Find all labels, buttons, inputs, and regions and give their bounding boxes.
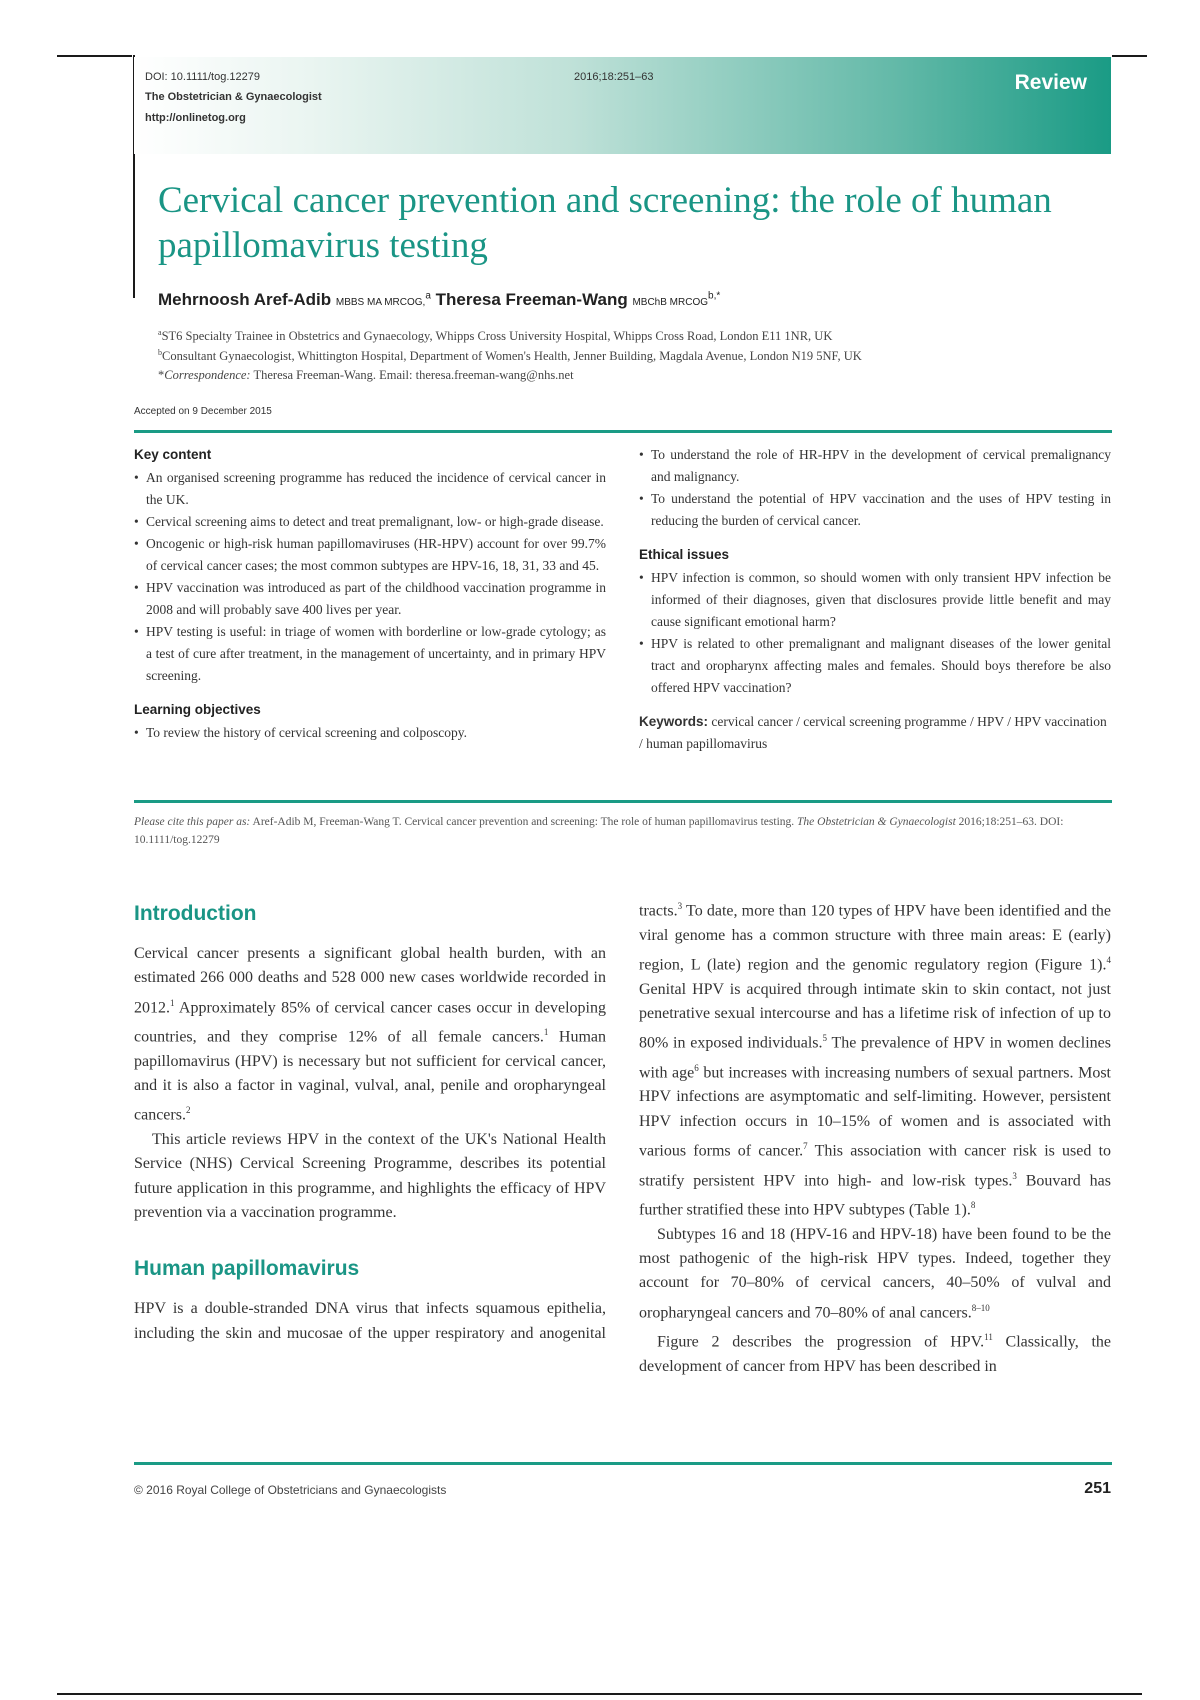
citation-text: Aref-Adib M, Freeman-Wang T. Cervical cancer prevention and screening: The role of human papillomavirus testing. — [252, 816, 795, 828]
citation-ref: 8–10 — [971, 1302, 990, 1313]
paragraph: Subtypes 16 and 18 (HPV-16 and HPV-18) have been found to be the most pathogenic of the high-risk HPV types. Indeed, together they account for 70–80% of cervical cancers, 40–50% of vulval and oropharyngeal cancers and 70–80% of anal cancers.$^{8-10}$ — [639, 1225, 1111, 1322]
list-item: • To review the history of cervical screening and colposcopy. — [134, 722, 606, 744]
paragraph: Figure 2 describes the progression of HPV.$^{11}$ Classically, the development of cancer from HPV has been described in — [639, 1332, 1112, 1375]
key-content-heading: Key content — [134, 447, 212, 462]
keywords — [639, 711, 1111, 755]
correspondence-text[interactable]: Theresa Freeman-Wang. Email: theresa.freeman-wang@nhs.net — [253, 368, 574, 382]
section-heading-introduction: Introduction — [134, 902, 257, 925]
list-item: • HPV infection is common, so should women with only transient HPV infection be informed of their diagnoses, given that disclosures provide little benefit and may cause significant emotional harm? — [639, 567, 1111, 633]
paragraph-continued: tracts.$^3$ To date, more than 120 types of HPV have been identified and the viral genome has a common structure with three main areas: E (early) region, L (late) region and the genomic regulatory region (Figure 1).$^4$ Genital HPV is acquired through intimate skin to skin contact, not just penetrative sexual intercourse and has a lifetime risk of infection of up to 80% in exposed individuals.$^5$ The prevalence of HPV in women declines with age$^6$ but increases with increasing numbers of sexual partners. Most HPV infections are asymptomatic and self-limiting. However, persistent HPV infection occurs in 10–15% of women and is associated with various forms of cancer.$^7$ This association with cancer risk is used to stratify persistent HPV into high- and low-risk types.$^3$ Bouvard has further stratified these into HPV subtypes (Table 1).$^8$ — [639, 901, 1112, 1219]
crop-mark-top-left — [57, 55, 132, 57]
citation-ref: 7 — [803, 1140, 808, 1151]
author-superscript: a — [425, 290, 431, 302]
correspondence — [158, 368, 574, 383]
affiliation-marker: a — [158, 328, 162, 337]
author-superscript: b,* — [708, 290, 721, 302]
affiliation-text: Consultant Gynaecologist, Whittington Hospital, Department of Women's Health, Jenner Building, Magdala Avenue, London N19 5NF, UK — [162, 349, 862, 364]
affiliation — [158, 348, 862, 364]
citation-ref: 11 — [984, 1332, 993, 1343]
citation-ref: 3 — [1012, 1170, 1017, 1181]
ethical-issues-list — [639, 567, 1111, 699]
citation-ref: 3 — [677, 901, 683, 911]
paragraph: Cervical cancer presents a significant global health burden, with an estimated 266 000 deaths and 528 000 new cases worldwide recorded in 2012.$^1$ Approximately 85% of cervical cancer cases occur in developing countries, and they comprise 12% of all female cancers.$^1$ Human papillomavirus (HPV) is necessary but not sufficient for cervical cancer, and it is also a factor in vaginal, vulval, anal, penile and oropharyngeal cancers.$^2$ — [134, 945, 607, 1124]
list-item: • To understand the role of HR-HPV in the development of cervical premalignancy and malignancy. — [639, 444, 1111, 488]
header-url[interactable]: http://onlinetog.org — [145, 112, 246, 124]
list-item: • HPV is related to other premalignant and malignant diseases of the lower genital tract and oropharynx affecting males and females. Should boys therefore be also offered HPV vaccination? — [639, 633, 1111, 699]
crop-mark-top-right — [1112, 55, 1147, 57]
header-journal: The Obstetrician & Gynaecologist — [145, 91, 322, 103]
learning-objectives-heading: Learning objectives — [134, 702, 261, 717]
accepted-date: Accepted on 9 December 2015 — [134, 406, 272, 417]
article-type-label: Review — [1014, 71, 1087, 94]
list-item: • HPV testing is useful: in triage of women with borderline or low-grade cytology; as a test of cure after treatment, in the management of uncertainty, and in primary HPV screening. — [134, 621, 606, 687]
affiliation — [158, 328, 832, 344]
list-item: • Oncogenic or high-risk human papillomaviruses (HR-HPV) account for over 99.7% of cervical cancer cases; the most common subtypes are HPV-16, 18, 31, 33 and 45. — [134, 533, 606, 577]
citation — [134, 813, 1112, 849]
ethical-issues-heading: Ethical issues — [639, 547, 730, 562]
learning-objectives-list — [134, 722, 606, 744]
author-degrees: MBChB MRCOG — [632, 297, 709, 308]
citation-ref: 1 — [170, 997, 175, 1008]
crop-mark-bottom — [57, 1693, 1142, 1695]
keywords-label: Keywords: — [639, 714, 709, 729]
list-item: • An organised screening programme has reduced the incidence of cervical cancer in the UK. — [134, 467, 606, 511]
citation-ref: 2 — [185, 1105, 191, 1116]
citation-ref: 5 — [822, 1033, 828, 1044]
list-item: • HPV vaccination was introduced as part of the childhood vaccination programme in 2008 and will probably save 400 lives per year. — [134, 577, 606, 621]
citation-ref: 4 — [1106, 954, 1111, 965]
footer-rule — [134, 1462, 1112, 1465]
citation-label: Please cite this paper as: — [134, 816, 251, 828]
citation-tail: 2016;18:251–63. DOI: 10.1111/tog.12279 — [134, 816, 1064, 846]
article-title: Cervical cancer prevention and screening: the role of human papillomavirus testing — [158, 180, 1052, 266]
author-degrees: MBBS MA MRCOG, — [335, 297, 426, 308]
keywords-text: cervical cancer / cervical screening programme / HPV / HPV vaccination / human papillomavirus — [639, 714, 1107, 751]
citation-journal: The Obstetrician & Gynaecologist — [797, 816, 956, 828]
correspondence-marker: * — [158, 368, 165, 382]
author-name: Theresa Freeman-Wang — [435, 290, 628, 309]
body-right-column — [639, 894, 1111, 1379]
author-name: Mehrnoosh Aref-Adib — [158, 290, 332, 309]
body-left-column — [134, 900, 606, 1346]
paragraph: This article reviews HPV in the context of the UK's National Health Service (NHS) Cervical Screening Programme, describes its potential future application in this programme, and highlights the efficacy of HPV prevention via a vaccination programme. — [134, 1131, 606, 1221]
citation-ref: 6 — [694, 1062, 699, 1073]
box-top-rule — [134, 430, 1112, 433]
author-line — [158, 290, 720, 310]
list-item: • To understand the potential of HPV vaccination and the uses of HPV testing in reducing the burden of cervical cancer. — [639, 488, 1111, 532]
learning-objectives-list-continued — [639, 444, 1111, 532]
citation-ref: 8 — [970, 1200, 976, 1211]
section-heading-hpv: Human papillomavirus — [134, 1257, 360, 1281]
affiliation-marker: b — [158, 348, 162, 357]
header-volume: 2016;18:251–63 — [574, 71, 654, 83]
correspondence-label: Correspondence: — [164, 368, 251, 382]
key-box-left-column — [134, 444, 606, 744]
affiliation-text: ST6 Specialty Trainee in Obstetrics and Gynaecology, Whipps Cross University Hospital, Whipps Cross Road, London E11 1NR, UK — [161, 329, 833, 344]
list-item: • Cervical screening aims to detect and treat premalignant, low- or high-grade disease. — [134, 511, 606, 533]
copyright: © 2016 Royal College of Obstetricians and Gynaecologists — [134, 1483, 447, 1497]
box-bottom-rule — [134, 800, 1112, 803]
citation-ref: 1 — [543, 1027, 549, 1038]
key-content-list — [134, 467, 606, 687]
header-doi: DOI: 10.1111/tog.12279 — [145, 71, 260, 83]
page-number: 251 — [1084, 1480, 1111, 1497]
paragraph: HPV is a double-stranded DNA virus that infects squamous epithelia, including the skin and mucosae of the upper respiratory and anogenital — [134, 1300, 606, 1342]
key-box-right-column — [639, 444, 1111, 755]
